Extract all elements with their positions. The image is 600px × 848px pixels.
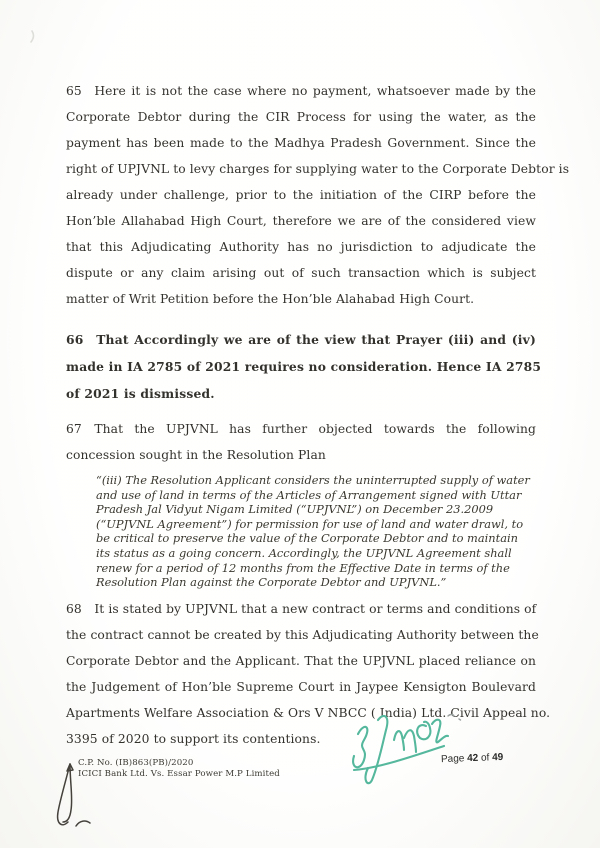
text-line: concession sought in the Resolution Plan	[66, 448, 326, 462]
document-body	[66, 78, 570, 752]
paragraph-65	[66, 78, 570, 312]
scan-smudge-mark	[28, 30, 38, 44]
page-number	[441, 752, 504, 765]
text-line: “(iii) The Resolution Applicant considers the uninterrupted supply of water	[96, 473, 530, 487]
text-line: be critical to preserve the value of the Corporate Debtor and to maintain	[96, 531, 518, 546]
page-number-prefix: Page	[440, 753, 465, 766]
text-line: Corporate Debtor and the Applicant. That the UPJVNL placed reliance on	[66, 653, 536, 668]
text-line: its status as a going concern. Accordingly, the UPJVNL Agreement shall	[96, 545, 512, 560]
text-line: (“UPJVNL Agreement”) for permission for use of land and water drawl, to	[96, 516, 524, 531]
text-line: Resolution Plan against the Corporate Debtor and UPJVNL.”	[96, 575, 447, 590]
signature-flourish-dash	[448, 715, 461, 721]
page-number-of: of	[480, 752, 490, 764]
text-line: 66 That Accordingly we are of the view that Prayer (iii) and (iv)	[66, 332, 536, 347]
paragraph-67	[66, 416, 536, 468]
text-line: of 2021 is dismissed.	[66, 386, 215, 401]
text-line: made in IA 2785 of 2021 requires no consideration. Hence IA 2785	[66, 359, 542, 374]
paragraph-66-holding	[66, 326, 542, 407]
text-line: already under challenge, prior to the initiation of the CIRP before the	[66, 188, 536, 202]
footer-case-reference	[78, 758, 280, 780]
case-title: ICICI Bank Ltd. Vs. Essar Power M.P Limited	[78, 769, 280, 779]
text-line: 65 Here it is not the case where no payment, whatsoever made by the	[66, 84, 536, 98]
quoted-resolution-plan-clause	[96, 473, 528, 590]
text-line: Corporate Debtor during the CIR Process for using the water, as the	[66, 110, 536, 124]
text-line: 3395 of 2020 to support its contentions.	[66, 731, 321, 746]
text-line: and use of land in terms of the Articles of Arrangement signed with Uttar	[96, 487, 522, 502]
text-line: 67 That the UPJVNL has further objected towards the following	[66, 422, 536, 436]
text-line: renew for a period of 12 months from the Effective Date in terms of the	[96, 560, 510, 575]
text-line: Apartments Welfare Association & Ors V NBCC ( India) Ltd. Civil Appeal no.	[66, 705, 551, 720]
text-line: payment has been made to the Madhya Pradesh Government. Since the	[66, 136, 536, 150]
text-line: the contract cannot be created by this Adjudicating Authority between the	[66, 627, 539, 642]
page-number-total: 49	[491, 751, 504, 764]
signature-icon	[334, 706, 466, 794]
text-line: Hon’ble Allahabad High Court, therefore we are of the considered view	[66, 214, 536, 228]
text-line: 68 It is stated by UPJVNL that a new contract or terms and conditions of	[66, 601, 537, 616]
page-number-current: 42	[466, 752, 479, 765]
text-line: right of UPJVNL to levy charges for supplying water to the Corporate Debtor is	[66, 162, 570, 176]
text-line: that this Adjudicating Authority has no jurisdiction to adjudicate the	[66, 240, 536, 254]
text-line: dispute or any claim arising out of such transaction which is subject	[66, 266, 536, 280]
text-line: Pradesh Jal Vidyut Nigam Limited (“UPJVNL”) on December 23.2009	[96, 502, 494, 517]
case-number: C.P. No. (IB)863(PB)/2020	[78, 758, 194, 768]
text-line: matter of Writ Petition before the Hon’ble Alahabad High Court.	[66, 292, 475, 306]
text-line: the Judgement of Hon’ble Supreme Court in Jaypee Kensigton Boulevard	[66, 679, 536, 694]
